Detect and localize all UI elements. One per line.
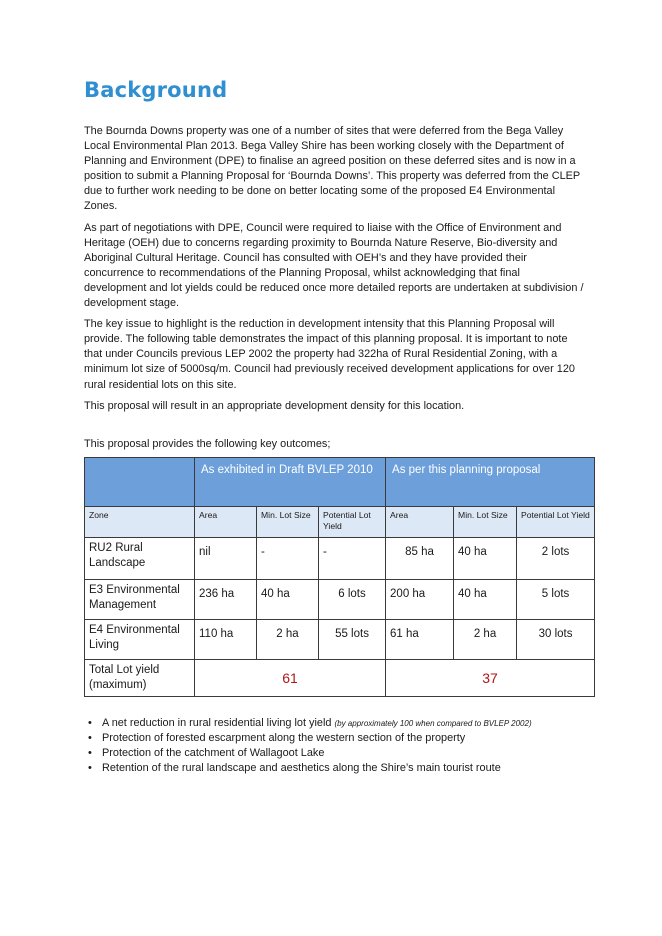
blank-header-cell <box>85 458 195 507</box>
table-row <box>85 538 595 580</box>
column-header: Zone <box>85 507 195 538</box>
table-total-row <box>85 660 595 697</box>
table-cell: 55 lots <box>319 620 386 660</box>
zone-cell: RU2 Rural Landscape <box>85 538 195 580</box>
list-item <box>84 731 604 746</box>
bullet-icon: • <box>88 747 92 759</box>
column-header: Area <box>386 507 454 538</box>
table-cell: 2 ha <box>257 620 319 660</box>
column-header: Min. Lot Size <box>257 507 319 538</box>
list-item-text: Protection of the catchment of Wallagoot Lake <box>102 747 325 759</box>
list-item <box>84 716 604 731</box>
table-row <box>85 620 595 660</box>
table-sub-header-row <box>85 507 595 538</box>
table-cell: 40 ha <box>454 580 517 620</box>
bullet-icon: • <box>88 717 92 729</box>
list-item-text: Retention of the rural landscape and aesthetics along the Shire’s main tourist route <box>102 762 501 774</box>
paragraph: This proposal will result in an appropriate development density for this location. <box>84 399 465 412</box>
list-item-note: (by approximately 100 when compared to BVLEP 2002) <box>334 719 532 728</box>
table-cell: 40 ha <box>257 580 319 620</box>
zone-cell: E4 Environmental Living <box>85 620 195 660</box>
column-header: Area <box>195 507 257 538</box>
list-item <box>84 761 604 776</box>
table-cell: 2 ha <box>454 620 517 660</box>
table-cell: 30 lots <box>517 620 595 660</box>
table-group-header-row <box>85 458 595 507</box>
column-header: Potential Lot Yield <box>517 507 595 538</box>
list-item-text: Protection of forested escarpment along the western section of the property <box>102 732 466 744</box>
paragraph: The key issue to highlight is the reduction in development intensity that this Planning Proposal will provide. The following table demonstrates the impact of this planning proposal. It is important to note that under Councils previous LEP 2002 the property had 322ha of Rural Residential Zoning, with a minimum lot size of 5000sq/m. Council had previously received development applications for over 120 rural residential lots on this site. <box>84 318 575 391</box>
page-heading: Background <box>84 78 228 102</box>
total-proposal-cell: 37 <box>386 660 595 697</box>
table-cell: 110 ha <box>195 620 257 660</box>
table-cell: 5 lots <box>517 580 595 620</box>
table-intro: This proposal provides the following key outcomes; <box>84 438 331 450</box>
table-cell: - <box>319 538 386 580</box>
table-row <box>85 580 595 620</box>
table-cell: 85 ha <box>386 538 454 580</box>
column-header: Potential Lot Yield <box>319 507 386 538</box>
group-header-proposal: As per this planning proposal <box>386 458 595 507</box>
bullet-icon: • <box>88 762 92 774</box>
table-cell: 2 lots <box>517 538 595 580</box>
paragraph: The Bournda Downs property was one of a number of sites that were deferred from the Bega Valley Local Environmental Plan 2013. Bega Valley Shire has been working closely with the Department of Planning and Environment (DPE) to finalise an agreed position on these deferred sites and is now in a position to submit a Planning Proposal for ‘Bournda Downs’. This property was deferred from the CLEP due to further work needing to be done on better locating some of the proposed E4 Environmental Zones. <box>84 125 580 213</box>
table-cell: 6 lots <box>319 580 386 620</box>
outcomes-table <box>84 457 595 697</box>
column-header: Min. Lot Size <box>454 507 517 538</box>
zone-cell: E3 Environmental Management <box>85 580 195 620</box>
total-label-cell: Total Lot yield (maximum) <box>85 660 195 697</box>
table-cell: nil <box>195 538 257 580</box>
group-header-exhibited: As exhibited in Draft BVLEP 2010 <box>195 458 386 507</box>
total-exhibited-cell: 61 <box>195 660 386 697</box>
body-text <box>84 124 584 420</box>
key-outcomes-list <box>84 716 604 776</box>
list-item-text: A net reduction in rural residential living lot yield <box>102 717 332 729</box>
table-cell: 40 ha <box>454 538 517 580</box>
table-cell: - <box>257 538 319 580</box>
paragraph: As part of negotiations with DPE, Council were required to liaise with the Office of Environment and Heritage (OEH) due to concerns regarding proximity to Bournda Nature Reserve, Bio-diversity and Aboriginal Cultural Heritage. Council has consulted with OEH’s and they have provided their concurrence to recommendations of the Planning Proposal, whilst acknowledging that final development and lot yields could be reduced once more detailed reports are undertaken at subdivision / development stage. <box>84 221 584 310</box>
table-cell: 236 ha <box>195 580 257 620</box>
table-cell: 61 ha <box>386 620 454 660</box>
table-cell: 200 ha <box>386 580 454 620</box>
bullet-icon: • <box>88 732 92 744</box>
list-item <box>84 746 604 761</box>
